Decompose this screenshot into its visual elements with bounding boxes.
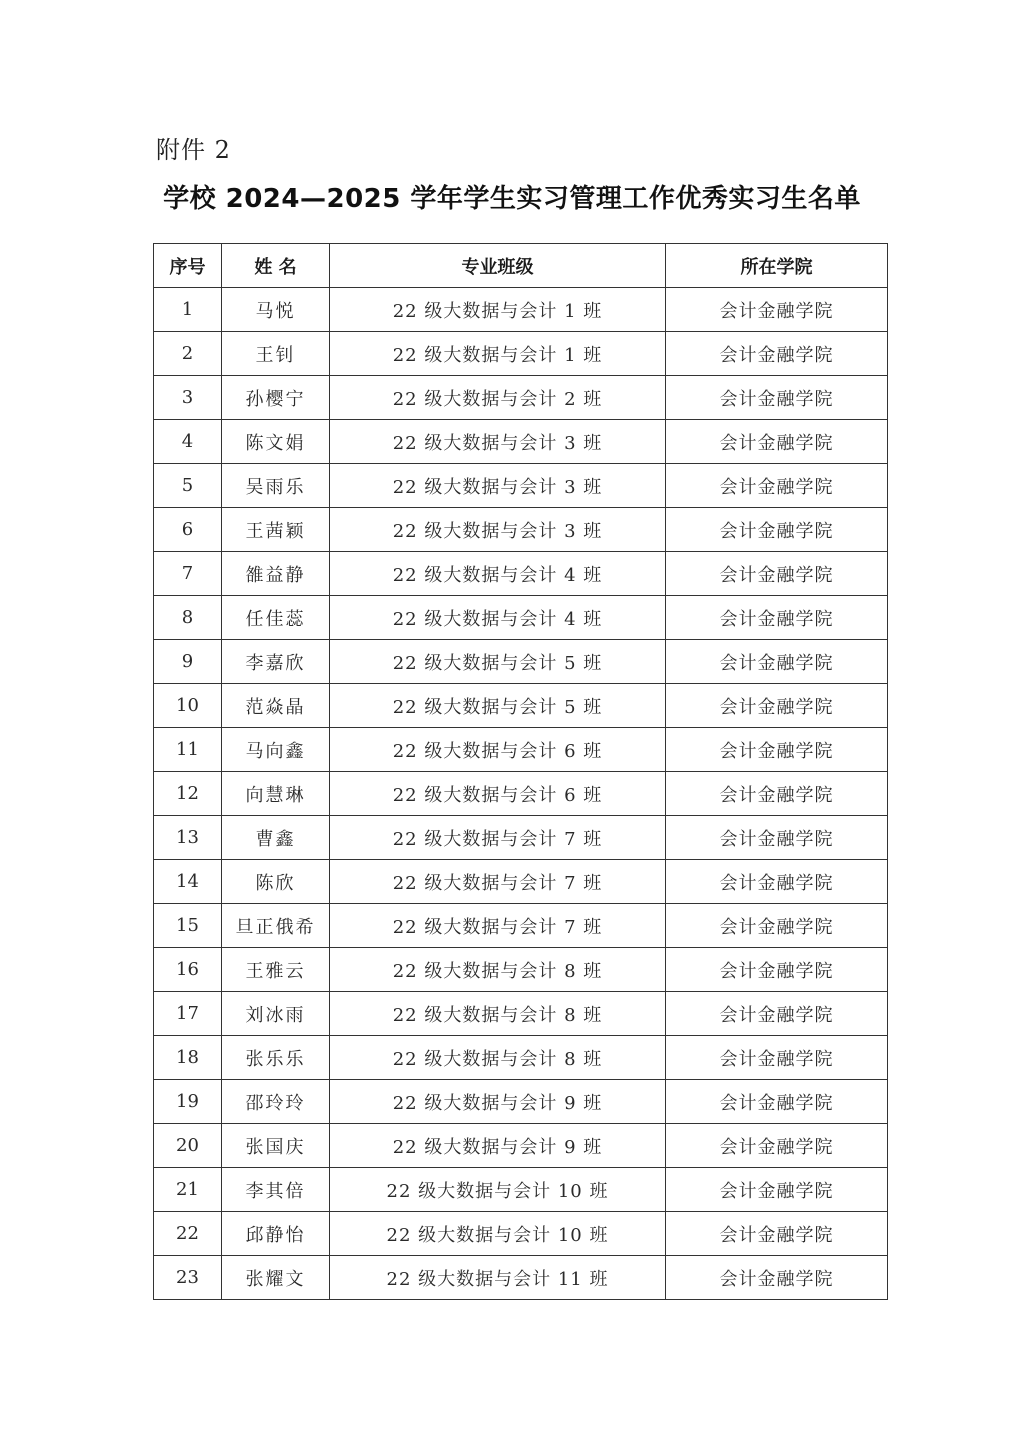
class-name: 22 级大数据与会计 11 班 <box>330 1256 666 1300</box>
student-name: 刘冰雨 <box>222 992 330 1036</box>
table-row <box>154 1124 888 1168</box>
class-name: 22 级大数据与会计 6 班 <box>330 772 666 816</box>
college-name: 会计金融学院 <box>666 552 888 596</box>
college-name: 会计金融学院 <box>666 332 888 376</box>
document-title: 学校 2024—2025 学年学生实习管理工作优秀实习生名单 <box>163 184 861 214</box>
class-name: 22 级大数据与会计 3 班 <box>330 420 666 464</box>
student-name: 邵玲玲 <box>222 1080 330 1124</box>
table-row <box>154 640 888 684</box>
college-name: 会计金融学院 <box>666 1212 888 1256</box>
row-number: 18 <box>154 1036 222 1080</box>
row-number: 8 <box>154 596 222 640</box>
row-number: 10 <box>154 684 222 728</box>
class-name: 22 级大数据与会计 2 班 <box>330 376 666 420</box>
class-name: 22 级大数据与会计 1 班 <box>330 288 666 332</box>
college-name: 会计金融学院 <box>666 508 888 552</box>
college-name: 会计金融学院 <box>666 376 888 420</box>
table-row <box>154 596 888 640</box>
student-name: 任佳蕊 <box>222 596 330 640</box>
class-name: 22 级大数据与会计 10 班 <box>330 1212 666 1256</box>
row-number: 3 <box>154 376 222 420</box>
class-name: 22 级大数据与会计 5 班 <box>330 640 666 684</box>
class-name: 22 级大数据与会计 10 班 <box>330 1168 666 1212</box>
student-name: 范焱晶 <box>222 684 330 728</box>
student-name: 张耀文 <box>222 1256 330 1300</box>
class-name: 22 级大数据与会计 3 班 <box>330 464 666 508</box>
table-row <box>154 1212 888 1256</box>
row-number: 23 <box>154 1256 222 1300</box>
header-no: 序号 <box>154 244 222 288</box>
class-name: 22 级大数据与会计 8 班 <box>330 948 666 992</box>
student-name: 马悦 <box>222 288 330 332</box>
table-row <box>154 728 888 772</box>
row-number: 13 <box>154 816 222 860</box>
student-name: 旦正俄希 <box>222 904 330 948</box>
table-row <box>154 464 888 508</box>
class-name: 22 级大数据与会计 7 班 <box>330 904 666 948</box>
class-name: 22 级大数据与会计 9 班 <box>330 1124 666 1168</box>
college-name: 会计金融学院 <box>666 904 888 948</box>
student-name: 曹鑫 <box>222 816 330 860</box>
class-name: 22 级大数据与会计 4 班 <box>330 596 666 640</box>
class-name: 22 级大数据与会计 8 班 <box>330 992 666 1036</box>
table-row <box>154 1168 888 1212</box>
college-name: 会计金融学院 <box>666 860 888 904</box>
college-name: 会计金融学院 <box>666 1080 888 1124</box>
student-name: 孙樱宁 <box>222 376 330 420</box>
student-name: 王雅云 <box>222 948 330 992</box>
row-number: 20 <box>154 1124 222 1168</box>
row-number: 15 <box>154 904 222 948</box>
student-name: 李其倍 <box>222 1168 330 1212</box>
student-name: 李嘉欣 <box>222 640 330 684</box>
student-name: 马向鑫 <box>222 728 330 772</box>
class-name: 22 级大数据与会计 7 班 <box>330 816 666 860</box>
row-number: 4 <box>154 420 222 464</box>
table-row <box>154 904 888 948</box>
table-row <box>154 552 888 596</box>
college-name: 会计金融学院 <box>666 1124 888 1168</box>
student-name: 邱静怡 <box>222 1212 330 1256</box>
college-name: 会计金融学院 <box>666 640 888 684</box>
table-row <box>154 684 888 728</box>
class-name: 22 级大数据与会计 3 班 <box>330 508 666 552</box>
table-row <box>154 772 888 816</box>
college-name: 会计金融学院 <box>666 288 888 332</box>
row-number: 22 <box>154 1212 222 1256</box>
table-row <box>154 992 888 1036</box>
student-name: 张国庆 <box>222 1124 330 1168</box>
student-name: 吴雨乐 <box>222 464 330 508</box>
class-name: 22 级大数据与会计 4 班 <box>330 552 666 596</box>
row-number: 1 <box>154 288 222 332</box>
row-number: 12 <box>154 772 222 816</box>
table-row <box>154 288 888 332</box>
table-row <box>154 1036 888 1080</box>
class-name: 22 级大数据与会计 8 班 <box>330 1036 666 1080</box>
row-number: 9 <box>154 640 222 684</box>
table-row <box>154 948 888 992</box>
college-name: 会计金融学院 <box>666 596 888 640</box>
table-row <box>154 860 888 904</box>
college-name: 会计金融学院 <box>666 464 888 508</box>
row-number: 14 <box>154 860 222 904</box>
row-number: 17 <box>154 992 222 1036</box>
row-number: 19 <box>154 1080 222 1124</box>
row-number: 11 <box>154 728 222 772</box>
table-row <box>154 332 888 376</box>
table-row <box>154 508 888 552</box>
table-row <box>154 420 888 464</box>
class-name: 22 级大数据与会计 9 班 <box>330 1080 666 1124</box>
college-name: 会计金融学院 <box>666 772 888 816</box>
header-class: 专业班级 <box>330 244 666 288</box>
college-name: 会计金融学院 <box>666 684 888 728</box>
student-name: 陈文娟 <box>222 420 330 464</box>
table-row <box>154 816 888 860</box>
intern-roster-table <box>153 243 888 1300</box>
table-row <box>154 376 888 420</box>
table-header-row <box>154 244 888 288</box>
class-name: 22 级大数据与会计 7 班 <box>330 860 666 904</box>
college-name: 会计金融学院 <box>666 816 888 860</box>
college-name: 会计金融学院 <box>666 728 888 772</box>
college-name: 会计金融学院 <box>666 420 888 464</box>
row-number: 2 <box>154 332 222 376</box>
student-name: 张乐乐 <box>222 1036 330 1080</box>
row-number: 21 <box>154 1168 222 1212</box>
class-name: 22 级大数据与会计 6 班 <box>330 728 666 772</box>
college-name: 会计金融学院 <box>666 948 888 992</box>
header-college: 所在学院 <box>666 244 888 288</box>
college-name: 会计金融学院 <box>666 1036 888 1080</box>
college-name: 会计金融学院 <box>666 1168 888 1212</box>
row-number: 7 <box>154 552 222 596</box>
student-name: 雒益静 <box>222 552 330 596</box>
student-name: 王茜颖 <box>222 508 330 552</box>
student-name: 王钊 <box>222 332 330 376</box>
table-row <box>154 1256 888 1300</box>
attachment-label: 附件 2 <box>156 136 231 164</box>
header-name: 姓 名 <box>222 244 330 288</box>
college-name: 会计金融学院 <box>666 1256 888 1300</box>
student-name: 向慧琳 <box>222 772 330 816</box>
row-number: 6 <box>154 508 222 552</box>
table-body <box>154 288 888 1300</box>
class-name: 22 级大数据与会计 1 班 <box>330 332 666 376</box>
class-name: 22 级大数据与会计 5 班 <box>330 684 666 728</box>
table-row <box>154 1080 888 1124</box>
student-name: 陈欣 <box>222 860 330 904</box>
row-number: 16 <box>154 948 222 992</box>
college-name: 会计金融学院 <box>666 992 888 1036</box>
row-number: 5 <box>154 464 222 508</box>
